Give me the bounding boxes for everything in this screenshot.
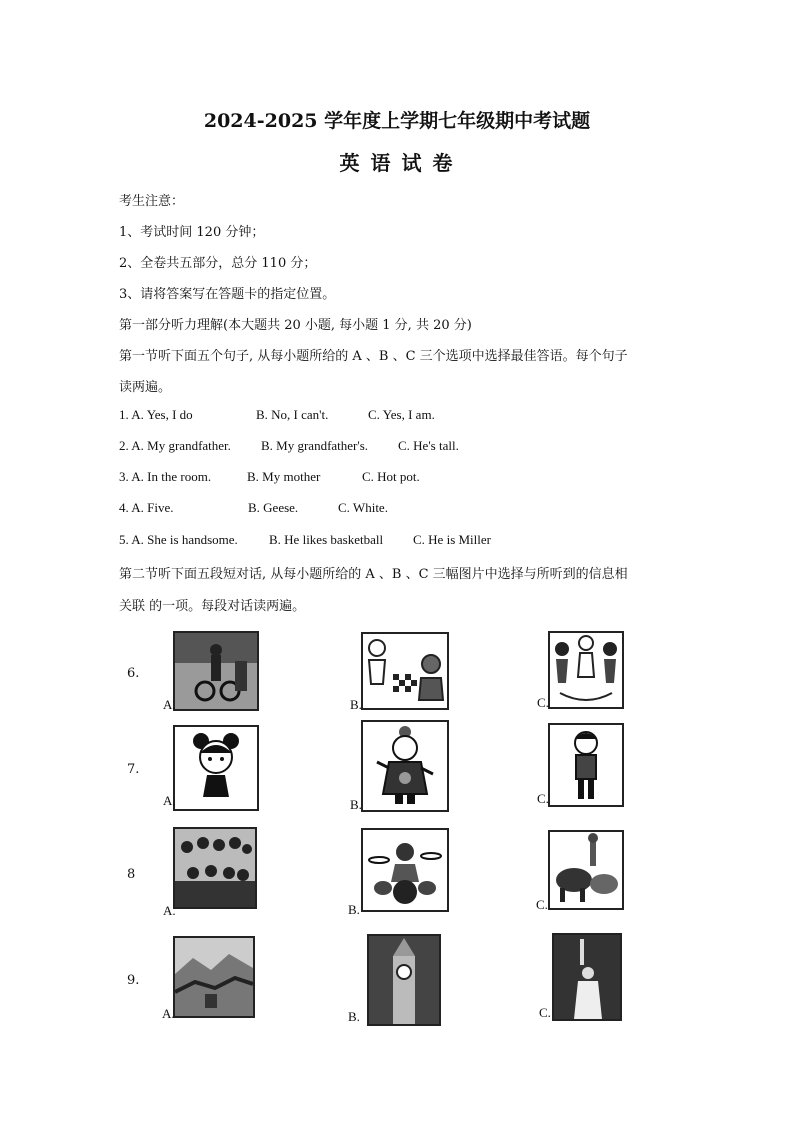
- question-number: 7.: [127, 762, 140, 777]
- option-label: B.: [350, 797, 362, 812]
- option-a: 1. A. Yes, I do: [119, 407, 193, 422]
- option-a: 2. A. My grandfather.: [119, 438, 231, 453]
- option-b: B. He likes basketball: [269, 532, 384, 547]
- notice-item: 2、全卷共五部分，总分 110 分；: [119, 256, 317, 271]
- picture-7b-grandmother[interactable]: [361, 720, 449, 812]
- option-b: B. My mother: [247, 469, 321, 484]
- option-label: C.: [537, 695, 549, 710]
- option-label: C.: [536, 897, 548, 912]
- option-label: A.: [163, 903, 176, 918]
- option-c: C. Yes, I am.: [368, 407, 435, 422]
- picture-6c-jump-rope[interactable]: [548, 631, 624, 709]
- option-a: 5. A. She is handsome.: [119, 532, 238, 547]
- option-b: B. No, I can't.: [256, 407, 329, 422]
- picture-6a-cycling[interactable]: [173, 631, 259, 711]
- picture-7c-boy[interactable]: [548, 723, 624, 807]
- option-a: 3. A. In the room.: [119, 469, 212, 484]
- option-label: B.: [348, 902, 360, 917]
- option-c: C. White.: [338, 500, 388, 515]
- section2-instruction-cont: 关联 的一项。每段对话读两遍。: [119, 599, 306, 614]
- section2-instruction: 第二节听下面五段短对话, 从每小题所给的 A 、B 、C 三幅图片中选择与所听到的信息相: [119, 567, 628, 582]
- picture-8c-animals[interactable]: [548, 830, 624, 910]
- option-label: A.: [163, 793, 176, 808]
- option-label: C.: [537, 791, 549, 806]
- option-a: 4. A. Five.: [119, 500, 174, 515]
- section1-instruction: 第一节听下面五个句子, 从每小题所给的 A 、B 、C 三个选项中选择最佳答语。每个句子: [119, 349, 628, 364]
- option-label: A.: [163, 697, 176, 712]
- picture-9b-big-ben[interactable]: [367, 934, 441, 1026]
- picture-9c-statue[interactable]: [552, 933, 622, 1021]
- picture-9a-great-wall[interactable]: [173, 936, 255, 1018]
- part1-heading: 第一部分听力理解(本大题共 20 小题, 每小题 1 分, 共 20 分): [119, 318, 472, 333]
- question-number: 6.: [127, 666, 140, 681]
- option-b: B. My grandfather's.: [261, 438, 369, 453]
- option-c: C. He's tall.: [398, 438, 459, 453]
- picture-6b-chess[interactable]: [361, 632, 449, 710]
- picture-8b-drums[interactable]: [361, 828, 449, 912]
- option-c: C. He is Miller: [413, 532, 491, 547]
- option-b: B. Geese.: [248, 500, 299, 515]
- question-number: 9.: [127, 973, 140, 988]
- option-c: C. Hot pot.: [362, 469, 420, 484]
- notice-item: 3、请将答案写在答题卡的指定位置。: [119, 287, 336, 302]
- exam-title: 2024-2025 学年度上学期七年级期中考试题: [203, 110, 591, 132]
- option-label: A.: [162, 1006, 175, 1021]
- option-label: B.: [348, 1009, 360, 1024]
- question-number: 8: [127, 867, 136, 882]
- notice-heading: 考生注意：: [119, 194, 185, 209]
- option-label: C.: [539, 1005, 551, 1020]
- exam-subtitle: 英 语 试 卷: [339, 151, 455, 175]
- picture-7a-girl[interactable]: [173, 725, 259, 811]
- picture-8a-group[interactable]: [173, 827, 257, 909]
- sentence-questions: [119, 407, 679, 567]
- section1-instruction-cont: 读两遍。: [119, 380, 172, 395]
- option-label: B.: [350, 697, 362, 712]
- notice-item: 1、考试时间 120 分钟；: [119, 225, 265, 240]
